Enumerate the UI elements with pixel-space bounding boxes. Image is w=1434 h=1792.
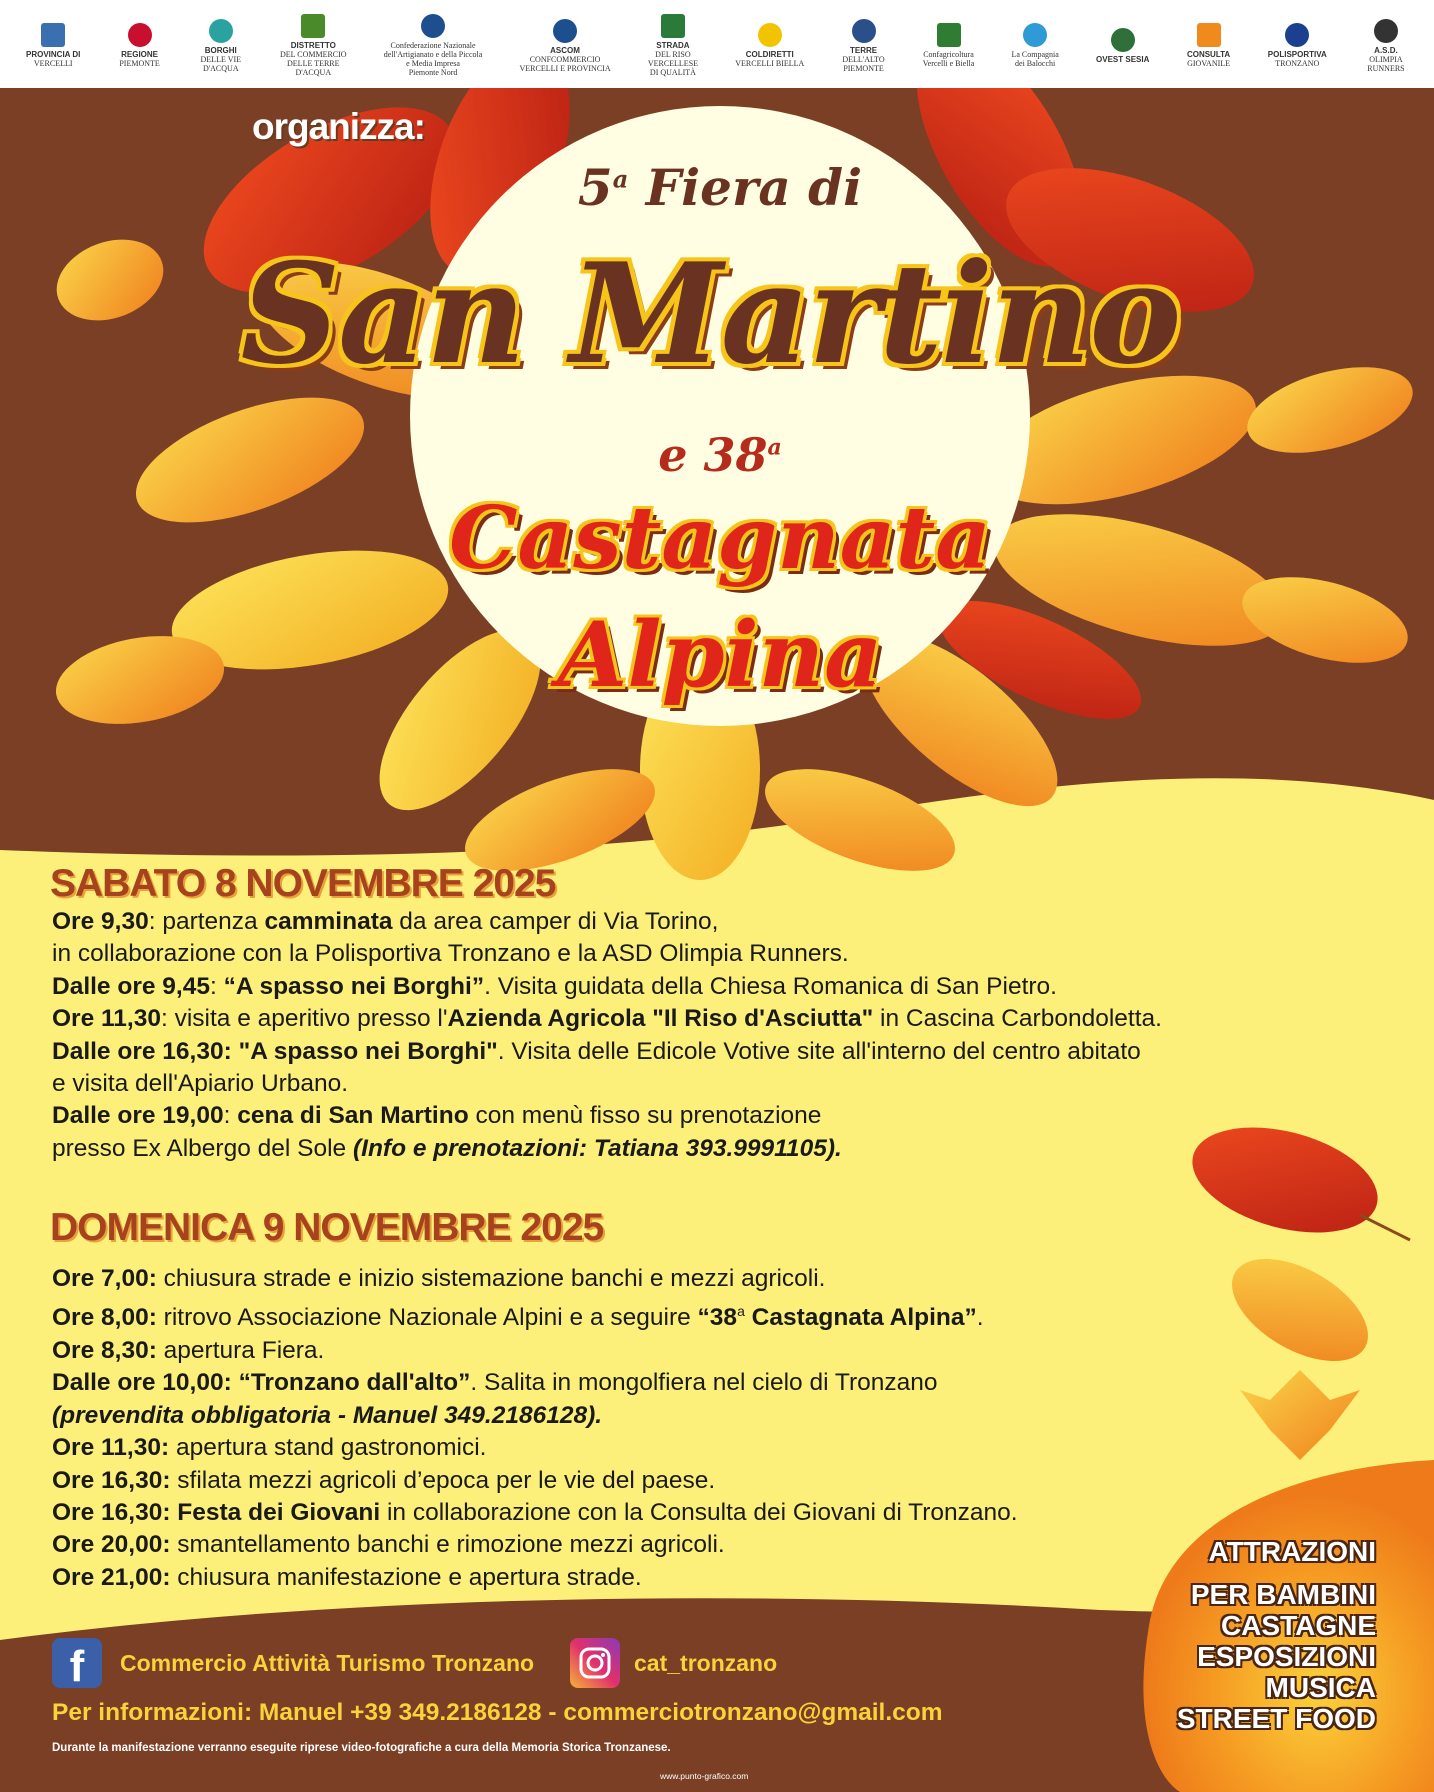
schedule-line: [52, 1432, 1372, 1464]
schedule-text: . Visita guidata della Chiesa Romanica di San Pietro.: [484, 972, 1057, 1000]
edition-number: 5: [577, 158, 613, 217]
schedule-bold: Dalle ore 9,45: [52, 972, 210, 1000]
schedule-line: [52, 1133, 1372, 1165]
sponsor-text: RUNNERS: [1367, 63, 1405, 73]
sponsor-text: Piemonte Nord: [408, 68, 458, 77]
sponsor-logo: [1268, 6, 1327, 82]
schedule-line: [52, 1068, 1372, 1100]
edition-suffix: a: [612, 164, 629, 194]
sponsor-text: La Compagnia: [1011, 50, 1059, 59]
schedule-bold: cena di San Martino: [237, 1102, 469, 1130]
schedule-line: [52, 1465, 1372, 1497]
saturday-schedule: [52, 906, 1372, 1165]
sponsor-mark-icon: [1020, 20, 1050, 50]
sponsor-text: DI QUALITÀ: [649, 68, 696, 77]
schedule-text: chiusura strade e inizio sistemazione banchi e mezzi agricoli.: [156, 1265, 826, 1292]
sponsor-text: PROVINCIA DI: [26, 50, 81, 59]
sponsor-mark-icon: [849, 16, 879, 46]
schedule-note: (prevendita obbligatoria - Manuel 349.2186128).: [52, 1401, 603, 1429]
sponsor-logo: [199, 6, 243, 82]
schedule-text: .: [976, 1304, 984, 1332]
san-martino-title: San Martino: [240, 232, 1180, 395]
attraction-item: ATTRAZIONI: [1208, 1536, 1376, 1567]
sponsor-logo: [648, 6, 698, 82]
schedule-text: presso Ex Albergo del Sole: [52, 1134, 353, 1162]
sponsor-mark-icon: [755, 20, 785, 50]
sponsor-logo: [280, 6, 347, 82]
sponsor-strip: [0, 0, 1434, 88]
schedule-text: in Cascina Carbondoletta.: [873, 1005, 1162, 1033]
sponsor-mark-icon: [206, 16, 236, 46]
sponsor-text: ASCOM: [550, 45, 580, 55]
sponsor-text: Confederazione Nazionale: [390, 41, 476, 50]
sponsor-mark-icon: [125, 20, 155, 50]
sponsor-logo: [520, 6, 611, 82]
sponsor-text: POLISPORTIVA: [1267, 50, 1327, 59]
sponsor-logo: [735, 6, 804, 82]
schedule-bold: Castagnata Alpina”: [744, 1304, 977, 1332]
sponsor-text: GIOVANILE: [1187, 59, 1231, 68]
sponsor-logo: [26, 6, 80, 82]
schedule-sup: a: [737, 1303, 745, 1320]
schedule-text: :: [223, 1102, 238, 1130]
sponsor-text: Vercelli e Biella: [922, 59, 975, 68]
sponsor-logo: [923, 6, 975, 82]
sponsor-text: DELLE TERRE: [287, 59, 340, 68]
schedule-text: chiusura manifestazione e apertura strade.: [170, 1563, 642, 1591]
attraction-item: CASTAGNE: [1220, 1610, 1376, 1641]
schedule-bold: Ore 20,00:: [52, 1531, 171, 1559]
e38-label: [520, 428, 920, 482]
schedule-text: : partenza: [148, 908, 265, 935]
schedule-text: in collaborazione con la Polisportiva Tronzano e la ASD Olimpia Runners.: [52, 940, 849, 968]
sponsor-text: DELLE VIE: [200, 54, 242, 64]
castagnata-title: Castagnata: [449, 488, 991, 589]
schedule-line: [52, 906, 1372, 938]
sponsor-text: DELL'ALTO: [842, 54, 885, 64]
attraction-item: MUSICA: [1265, 1672, 1376, 1703]
schedule-text: con menù fisso su prenotazione: [468, 1102, 822, 1130]
schedule-line: [52, 938, 1372, 970]
sponsor-text: DISTRETTO: [290, 41, 336, 50]
schedule-line: [52, 1003, 1372, 1035]
sponsor-text: OLIMPIA: [1369, 54, 1403, 64]
sponsor-mark-icon: [418, 11, 448, 41]
sponsor-text: PIEMONTE: [843, 63, 884, 73]
sponsor-mark-icon: [1282, 20, 1312, 50]
sponsor-logo: [118, 6, 162, 82]
schedule-bold: Dalle ore 10,00: “Tronzano dall'alto”: [52, 1369, 471, 1397]
schedule-text: apertura stand gastronomici.: [169, 1434, 487, 1462]
schedule-text: . Visita delle Edicole Votive site all'interno del centro abitato: [497, 1037, 1141, 1065]
sponsor-text: dei Balocchi: [1015, 59, 1056, 68]
schedule-bold: camminata: [264, 908, 393, 935]
sponsor-text: VERCELLESE: [647, 59, 699, 68]
sponsor-text: dell'Artigianato e della Piccola: [383, 50, 483, 59]
sponsor-text: CONSULTA: [1186, 50, 1231, 59]
sponsor-text: DEL RISO: [655, 50, 691, 59]
sponsor-mark-icon: [550, 16, 580, 46]
sponsor-text: DEL COMMERCIO: [279, 50, 347, 59]
sponsor-text: CONFCOMMERCIO: [529, 54, 601, 64]
fiera-di-label: Fiera di: [645, 158, 863, 217]
designer-site: www.punto-grafico.com: [660, 1771, 749, 1781]
instagram-glyph: [570, 1638, 620, 1688]
sponsor-mark-icon: [1371, 16, 1401, 46]
organizza-label: organizza:: [252, 106, 425, 147]
instagram-handle-link[interactable]: cat_tronzano: [634, 1650, 778, 1676]
schedule-note: (Info e prenotazioni: Tatiana 393.9991105).: [353, 1134, 842, 1162]
schedule-bold: Ore 7,00:: [52, 1265, 157, 1292]
facebook-icon[interactable]: f: [52, 1638, 102, 1688]
attraction-item: PER BAMBINI: [1190, 1579, 1376, 1610]
schedule-bold: Ore 9,30: [52, 908, 149, 935]
schedule-bold: Ore 11,30: [52, 1005, 161, 1033]
contact-info[interactable]: Per informazioni: Manuel +39 349.2186128 - commerciotronzano@gmail.com: [52, 1699, 943, 1726]
schedule-text: :: [209, 972, 224, 1000]
schedule-bold: “38: [697, 1304, 738, 1332]
schedule-line: [52, 1295, 1372, 1335]
sponsor-logo: [842, 6, 886, 82]
schedule-bold: Ore 21,00:: [52, 1563, 171, 1591]
sponsor-mark-icon: [658, 11, 688, 41]
e38-suffix: a: [767, 434, 782, 461]
sponsor-text: D'ACQUA: [295, 68, 332, 77]
schedule-bold: Ore 11,30:: [52, 1434, 170, 1462]
sponsor-text: D'ACQUA: [202, 63, 239, 73]
schedule-line: [52, 1497, 1372, 1529]
alpina-title: Alpina: [557, 602, 883, 708]
schedule-bold: Ore 16,30:: [52, 1466, 171, 1494]
schedule-text: apertura Fiera.: [156, 1336, 325, 1364]
sponsor-logo: [1187, 6, 1231, 82]
schedule-line: [52, 1400, 1372, 1432]
sunday-heading: DOMENICA 9 NOVEMBRE 2025: [50, 1206, 604, 1249]
schedule-text: . Salita in mongolfiera nel cielo di Tronzano: [470, 1369, 938, 1397]
schedule-line: [52, 1335, 1372, 1367]
schedule-bold: Ore 8,30:: [52, 1336, 157, 1364]
facebook-page-link[interactable]: Commercio Attività Turismo Tronzano: [120, 1650, 535, 1676]
sponsor-text: TERRE: [849, 45, 878, 55]
sponsor-logo: [1364, 6, 1408, 82]
schedule-text: smantellamento banchi e rimozione mezzi agricoli.: [170, 1531, 725, 1559]
sponsor-mark-icon: [934, 20, 964, 50]
attraction-item: STREET FOOD: [1176, 1703, 1376, 1734]
sponsor-text: COLDIRETTI: [745, 50, 794, 59]
instagram-icon[interactable]: [570, 1638, 620, 1688]
sponsor-text: BORGHI: [204, 45, 237, 55]
sponsor-text: Confagricoltura: [923, 50, 974, 59]
sponsor-logo: [384, 6, 483, 82]
sponsor-text: REGIONE: [121, 50, 159, 59]
attraction-item: ESPOSIZIONI: [1197, 1641, 1376, 1672]
schedule-bold: “A spasso nei Borghi”: [223, 972, 485, 1000]
schedule-bold: Dalle ore 16,30: "A spasso nei Borghi": [52, 1037, 498, 1065]
schedule-text: ritrovo Associazione Nazionale Alpini e a seguire: [156, 1304, 698, 1332]
sponsor-mark-icon: [1108, 25, 1138, 55]
sponsor-text: A.S.D.: [1374, 45, 1398, 55]
sponsor-text: OVEST SESIA: [1096, 54, 1150, 64]
schedule-bold: Ore 8,00:: [52, 1304, 157, 1332]
edition-title: [520, 158, 920, 217]
sponsor-mark-icon: [298, 11, 328, 41]
schedule-line: [52, 1367, 1372, 1399]
saturday-heading: SABATO 8 NOVEMBRE 2025: [50, 862, 556, 905]
sponsor-text: VERCELLI E PROVINCIA: [519, 63, 611, 73]
sponsor-text: TRONZANO: [1275, 59, 1320, 68]
disclaimer-text: Durante la manifestazione verranno eseguite riprese video-fotografiche a cura della Memoria Storica Tronzanese.: [52, 1742, 671, 1754]
schedule-line: [52, 971, 1372, 1003]
schedule-text: da area camper di Via Torino,: [392, 908, 719, 935]
schedule-text: in collaborazione con la Consulta dei Giovani di Tronzano.: [380, 1499, 1018, 1526]
e38-text: e 38: [658, 428, 768, 482]
schedule-line: [52, 1100, 1372, 1132]
schedule-text: sfilata mezzi agricoli d’epoca per le vie del paese.: [170, 1466, 716, 1494]
schedule-line: [52, 1036, 1372, 1068]
schedule-text: e visita dell'Apiario Urbano.: [52, 1070, 349, 1098]
schedule-bold: Ore 16,30: Festa dei Giovani: [52, 1499, 381, 1526]
attractions-list: [1046, 1536, 1376, 1734]
sponsor-logo: [1011, 6, 1058, 82]
schedule-line: [52, 1263, 1372, 1295]
sponsor-text: PIEMONTE: [119, 59, 160, 68]
sponsor-mark-icon: [1194, 20, 1224, 50]
sponsor-text: VERCELLI: [33, 59, 73, 68]
sponsor-logo: [1096, 6, 1149, 82]
schedule-text: : visita e aperitivo presso l': [160, 1005, 448, 1033]
schedule-bold: Dalle ore 19,00: [52, 1102, 224, 1130]
sponsor-mark-icon: [38, 20, 68, 50]
sponsor-text: STRADA: [656, 41, 690, 50]
sponsor-text: VERCELLI BIELLA: [735, 59, 805, 68]
sponsor-text: e Media Impresa: [406, 59, 460, 68]
schedule-bold: Azienda Agricola "Il Riso d'Asciutta": [447, 1005, 874, 1033]
